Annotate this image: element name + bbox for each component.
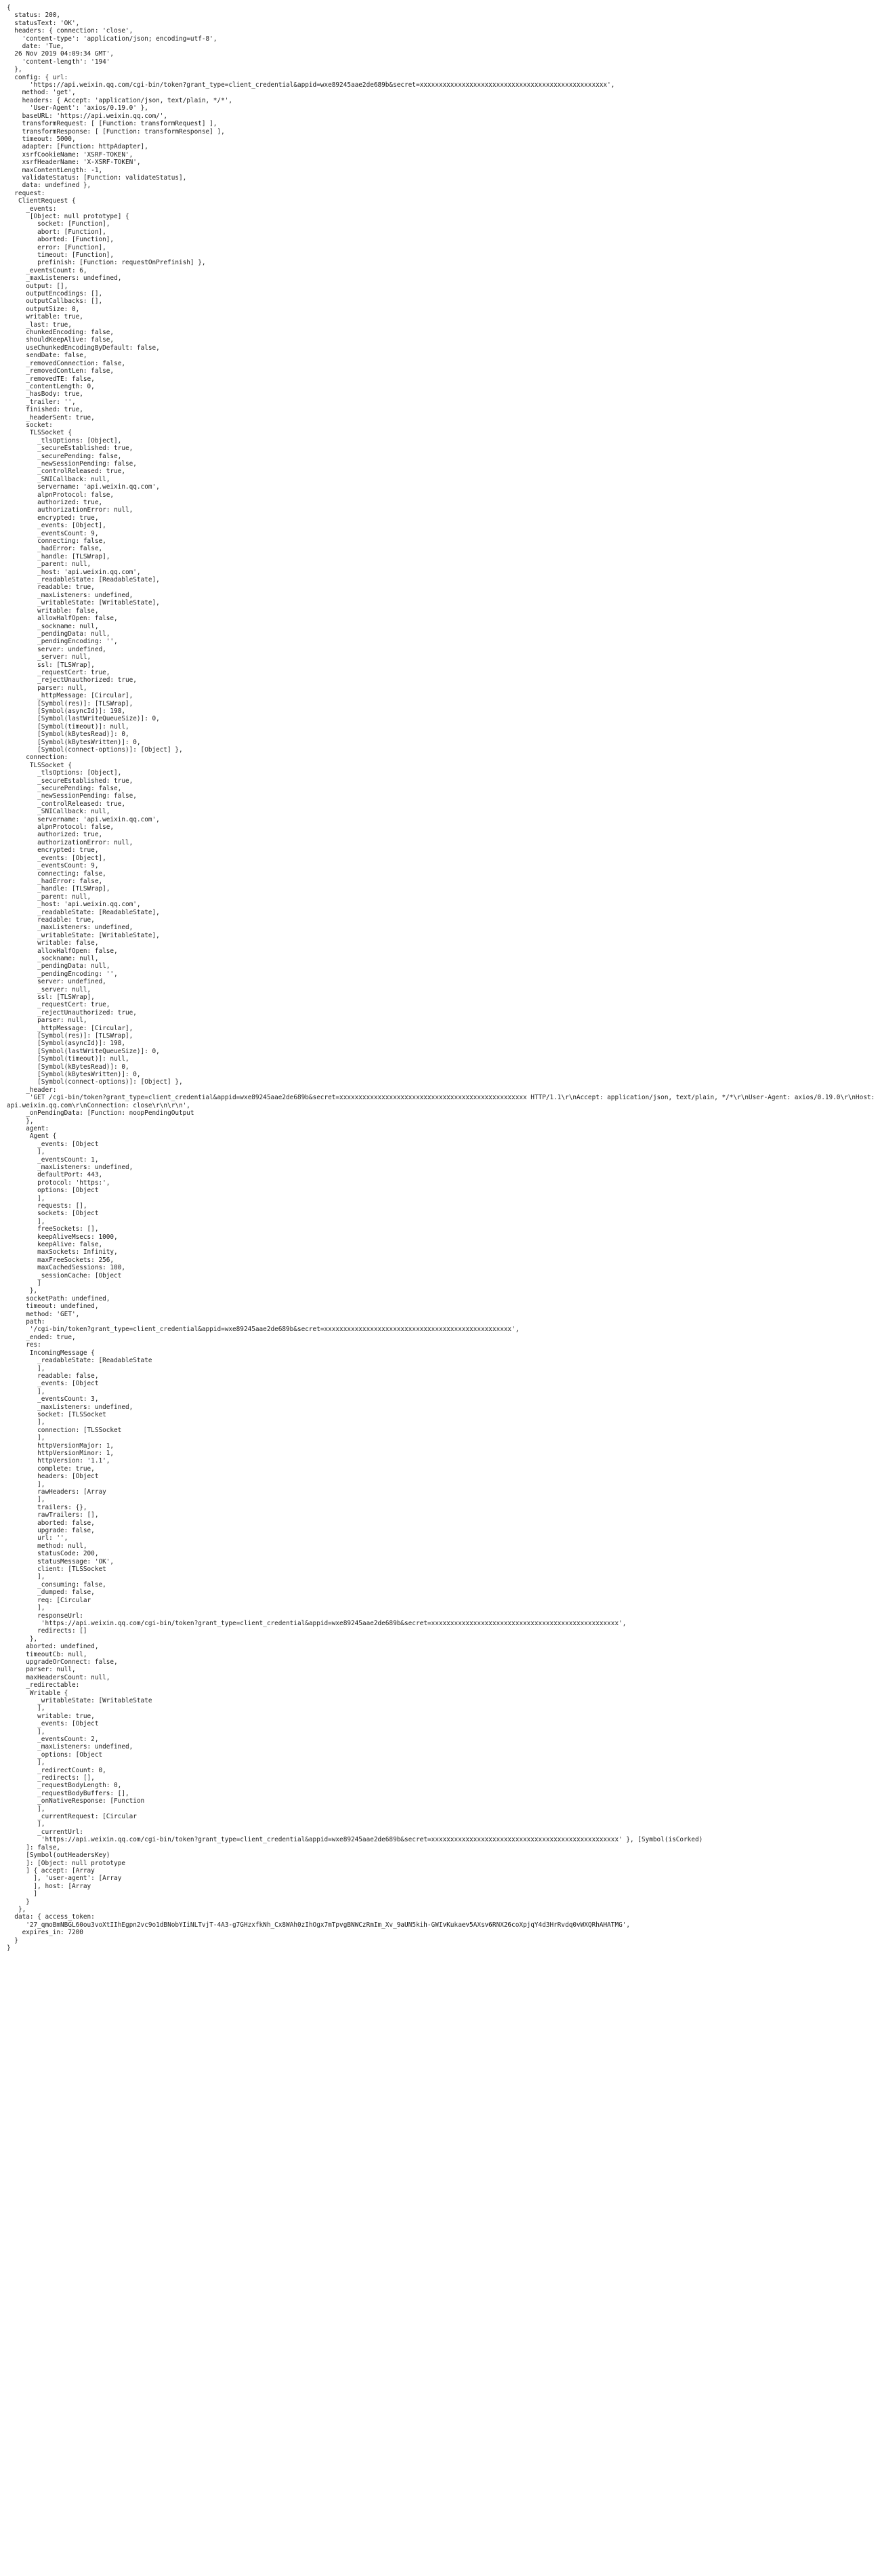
console-line: 'https://api.weixin.qq.com/cgi-bin/token?grant_type=client_credential&appid=wxe89245aae2de689b&secret=xxxxxxxxxxxxxxxxxxxxxxxxxxxxxxxxxxxxxxxxxxxxxxxxx',	[7, 81, 615, 89]
console-line: timeout: [Function],	[7, 251, 114, 259]
console-line: _requestBodyBuffers: [],	[7, 1789, 129, 1797]
console-line: _writableState: [WritableState],	[7, 931, 160, 939]
console-line: _secureEstablished: true,	[7, 445, 133, 453]
console-line: _redirects: [],	[7, 1774, 95, 1782]
console-line: },	[7, 1635, 38, 1643]
console-line: },	[7, 66, 22, 74]
console-line: _maxListeners: undefined,	[7, 1163, 133, 1171]
console-line: '/cgi-bin/token?grant_type=client_credential&appid=wxe89245aae2de689b&secret=xxxxxxxxxxxxxxxxxxxxxxxxxxxxxxxxxxxxxxxxxxxxxxxxx',	[7, 1326, 520, 1334]
console-line: _newSessionPending: false,	[7, 459, 137, 468]
console-line: _tlsOptions: [Object],	[7, 436, 122, 445]
console-line: _host: 'api.weixin.qq.com',	[7, 901, 141, 909]
console-line: '27_qmoBmNBGL60ou3voXtIIhEgpn2vc9o1dBNobYIiNLTvjT-4A3-g7GHzxfkNh_Cx8WAh0zIhOgx7mTpvgBNWCzRmIm_Xv_9aUN5kih-GWIvKukaev5AXsv6RNX26coXpjqY4d3HrRvdq0vWXQRhAHATMG',	[7, 1921, 631, 1929]
console-line: headers: { connection: 'close',	[7, 27, 133, 35]
console-line: _requestBodyLength: 0,	[7, 1782, 122, 1790]
console-line: transformResponse: [ [Function: transformResponse] ],	[7, 127, 225, 136]
console-line: statusText: 'OK',	[7, 19, 80, 27]
console-line: _events: [Object	[7, 1380, 99, 1388]
console-line: upgrade: false,	[7, 1527, 95, 1535]
console-line: _removedTE: false,	[7, 375, 95, 383]
console-line: data: { access_token:	[7, 1913, 95, 1921]
console-line: [Symbol(res)]: [TLSWrap],	[7, 699, 133, 708]
console-line: client: [TLSSocket	[7, 1566, 106, 1574]
console-line: _events: [Object],	[7, 522, 106, 530]
console-line: [Symbol(connect-options)]: [Object] },	[7, 746, 183, 754]
console-line: _readableState: [ReadableState],	[7, 908, 160, 916]
console-line: ssl: [TLSWrap],	[7, 994, 95, 1001]
console-line: [Symbol(asyncId)]: 198,	[7, 707, 125, 715]
console-line: config: { url:	[7, 73, 68, 81]
console-line: date: 'Tue,	[7, 43, 64, 51]
console-line: [Symbol(kBytesRead)]: 0,	[7, 731, 129, 739]
console-line: ]: [Object: null prototype	[7, 1859, 125, 1867]
console-line: _redirectable:	[7, 1681, 80, 1690]
console-line: allowHalfOpen: false,	[7, 615, 118, 623]
console-line: _eventsCount: 2,	[7, 1736, 99, 1743]
console-line: ]: false,	[7, 1843, 61, 1852]
console-line: _requestCert: true,	[7, 1001, 110, 1009]
console-line: readable: true,	[7, 916, 95, 924]
console-line: prefinish: [Function: requestOnPrefinish] },	[7, 259, 206, 267]
console-line: _events: [Object],	[7, 854, 106, 862]
console-line: ],	[7, 1387, 45, 1395]
console-line: 'User-Agent': 'axios/0.19.0' },	[7, 104, 148, 113]
console-line: servername: 'api.weixin.qq.com',	[7, 483, 160, 491]
console-line: keepAliveMsecs: 1000,	[7, 1233, 118, 1241]
console-line: authorized: true,	[7, 499, 103, 506]
console-line: parser: null,	[7, 1666, 76, 1674]
console-line: _eventsCount: 1,	[7, 1156, 99, 1164]
console-line: sendDate: false,	[7, 352, 87, 360]
console-line: [Symbol(asyncId)]: 198,	[7, 1040, 125, 1048]
console-line: socket: [TLSSocket	[7, 1410, 106, 1418]
console-line: protocol: 'https:',	[7, 1179, 110, 1187]
console-line: _securePending: false,	[7, 452, 122, 460]
console-line: parser: null,	[7, 1017, 87, 1025]
console-line: _hadError: false,	[7, 545, 103, 553]
console-line: finished: true,	[7, 406, 83, 414]
console-line: server: undefined,	[7, 978, 106, 986]
console-line: _writableState: [WritableState	[7, 1696, 152, 1704]
console-line: freeSockets: [],	[7, 1225, 99, 1233]
console-line: timeout: undefined,	[7, 1303, 99, 1311]
console-line: _options: [Object	[7, 1751, 103, 1759]
console-line: maxFreeSockets: 256,	[7, 1256, 114, 1264]
console-line: }	[7, 1898, 30, 1906]
console-line: _eventsCount: 9,	[7, 862, 99, 870]
console-line: res:	[7, 1341, 41, 1349]
console-line: 'https://api.weixin.qq.com/cgi-bin/token?grant_type=client_credential&appid=wxe89245aae2de689b&secret=xxxxxxxxxxxxxxxxxxxxxxxxxxxxxxxxxxxxxxxxxxxxxxxxx',	[7, 1619, 627, 1627]
console-line: _newSessionPending: false,	[7, 792, 137, 800]
console-line: _events: [Object	[7, 1140, 99, 1148]
console-line: _writableState: [WritableState],	[7, 599, 160, 607]
console-line: _eventsCount: 9,	[7, 529, 99, 537]
console-line: ],	[7, 1480, 45, 1488]
console-line: },	[7, 1287, 38, 1295]
console-line: },	[7, 1117, 34, 1125]
console-line: _maxListeners: undefined,	[7, 1743, 133, 1751]
console-line: _removedContLen: false,	[7, 367, 114, 375]
console-line: socket: [Function],	[7, 220, 110, 228]
console-line: _redirectCount: 0,	[7, 1766, 106, 1774]
console-line: }	[7, 1944, 11, 1952]
console-line: parser: null,	[7, 684, 87, 692]
console-line: _trailer: '',	[7, 398, 76, 406]
console-line: outputSize: 0,	[7, 305, 80, 313]
console-line: ClientRequest {	[7, 197, 76, 205]
console-line: 'content-length': '194'	[7, 58, 110, 66]
console-line: _controlReleased: true,	[7, 800, 125, 808]
console-line: [Symbol(connect-options)]: [Object] },	[7, 1078, 183, 1086]
console-line: _secureEstablished: true,	[7, 777, 133, 785]
console-line: [Symbol(kBytesWritten)]: 0,	[7, 1071, 141, 1079]
console-line: [Object: null prototype] {	[7, 212, 129, 220]
console-line: [Symbol(res)]: [TLSWrap],	[7, 1032, 133, 1040]
console-line: path:	[7, 1318, 45, 1326]
console-line: authorizationError: null,	[7, 506, 133, 514]
console-line: status: 200,	[7, 12, 61, 20]
console-line: ],	[7, 1759, 45, 1767]
console-line: allowHalfOpen: false,	[7, 947, 118, 955]
console-line: 'content-type': 'application/json; encoding=utf-8',	[7, 35, 217, 43]
console-line: rawTrailers: [],	[7, 1511, 99, 1519]
console-line: [Symbol(kBytesWritten)]: 0,	[7, 738, 141, 746]
console-line: [Symbol(outHeadersKey)	[7, 1852, 110, 1860]
console-line: _pendingEncoding: '',	[7, 970, 118, 978]
console-line: _rejectUnauthorized: true,	[7, 1008, 137, 1017]
console-line: outputEncodings: [],	[7, 290, 103, 298]
console-line: error: [Function],	[7, 243, 106, 251]
console-line: abort: [Function],	[7, 228, 106, 236]
console-line: encrypted: true,	[7, 846, 99, 855]
console-line: statusMessage: 'OK',	[7, 1557, 114, 1566]
console-line: readable: false,	[7, 1372, 99, 1380]
console-line: aborted: false,	[7, 1519, 95, 1527]
console-line: IncomingMessage {	[7, 1349, 95, 1357]
console-line: TLSSocket {	[7, 429, 72, 437]
console-line: ] { accept: [Array	[7, 1866, 95, 1875]
console-line: ]	[7, 1890, 38, 1898]
console-line: ]	[7, 1280, 41, 1288]
console-line: socket:	[7, 421, 53, 429]
console-line: xsrfHeaderName: 'X-XSRF-TOKEN',	[7, 159, 141, 167]
console-line: baseURL: 'https://api.weixin.qq.com/',	[7, 112, 168, 120]
console-line: _eventsCount: 3,	[7, 1395, 99, 1404]
console-line: defaultPort: 443,	[7, 1171, 103, 1179]
console-line: connection:	[7, 754, 68, 762]
console-line: validateStatus: [Function: validateStatus],	[7, 173, 187, 182]
console-line: method: null,	[7, 1542, 87, 1550]
console-line: xsrfCookieName: 'XSRF-TOKEN',	[7, 150, 133, 159]
console-line: _controlReleased: true,	[7, 468, 125, 476]
console-line: ],	[7, 1727, 45, 1736]
console-line: agent:	[7, 1124, 49, 1132]
console-line: output: [],	[7, 282, 68, 290]
console-line: _last: true,	[7, 321, 72, 329]
console-line: _httpMessage: [Circular],	[7, 1024, 133, 1032]
console-line: authorizationError: null,	[7, 838, 133, 846]
console-line: _httpMessage: [Circular],	[7, 692, 133, 700]
console-line: [Symbol(timeout)]: null,	[7, 722, 129, 731]
console-line: url: '',	[7, 1534, 68, 1542]
console-line: readable: true,	[7, 584, 95, 592]
console-line: _maxListeners: undefined,	[7, 591, 133, 599]
console-line: [Symbol(timeout)]: null,	[7, 1055, 129, 1063]
console-line: method: 'GET',	[7, 1310, 80, 1318]
console-line: _sockname: null,	[7, 954, 99, 962]
console-line: connecting: false,	[7, 537, 106, 546]
console-line: alpnProtocol: false,	[7, 491, 114, 499]
console-line: maxContentLength: -1,	[7, 166, 103, 174]
console-line: _headerSent: true,	[7, 413, 95, 422]
console-line: maxCachedSessions: 100,	[7, 1264, 125, 1272]
console-line: _pendingData: null,	[7, 962, 110, 970]
console-line: transformRequest: [ [Function: transformRequest] ],	[7, 120, 217, 128]
console-line: timeout: 5000,	[7, 135, 76, 143]
console-line: adapter: [Function: httpAdapter],	[7, 143, 148, 151]
console-line: headers: [Object	[7, 1473, 99, 1481]
console-line: alpnProtocol: false,	[7, 823, 114, 832]
console-line: _currentRequest: [Circular	[7, 1813, 137, 1821]
console-line: expires_in: 7200	[7, 1929, 83, 1937]
console-line: [Symbol(lastWriteQueueSize)]: 0,	[7, 1047, 160, 1055]
console-line: 26 Nov 2019 04:09:34 GMT',	[7, 50, 114, 58]
console-line: _currentUrl:	[7, 1828, 83, 1836]
console-line: timeoutCb: null,	[7, 1650, 87, 1658]
console-line: _onPendingData: [Function: noopPendingOutput	[7, 1109, 194, 1118]
console-line: {	[7, 4, 11, 12]
console-line: _readableState: [ReadableState	[7, 1357, 152, 1365]
console-line: options: [Object	[7, 1187, 99, 1195]
console-line: headers: { Accept: 'application/json, text/plain, */*',	[7, 96, 233, 104]
console-line: writable: true,	[7, 313, 83, 321]
console-line: ],	[7, 1604, 45, 1612]
console-line: upgradeOrConnect: false,	[7, 1658, 118, 1666]
console-line: _server: null,	[7, 985, 91, 994]
console-line: httpVersionMajor: 1,	[7, 1442, 114, 1450]
console-line: data: undefined },	[7, 182, 91, 190]
console-line: authorized: true,	[7, 831, 103, 839]
console-line: httpVersionMinor: 1,	[7, 1449, 114, 1457]
console-line: Agent {	[7, 1132, 57, 1141]
console-line: _handle: [TLSWrap],	[7, 552, 110, 560]
console-line: _maxListeners: undefined,	[7, 924, 133, 932]
console-line: connection: [TLSSocket	[7, 1426, 122, 1434]
console-line: maxSockets: Infinity,	[7, 1248, 118, 1256]
console-line: writable: false,	[7, 939, 99, 947]
console-line: _handle: [TLSWrap],	[7, 885, 110, 893]
console-line: _requestCert: true,	[7, 668, 110, 676]
console-line: _events:	[7, 205, 57, 213]
console-line: server: undefined,	[7, 645, 106, 653]
console-line: [Symbol(kBytesRead)]: 0,	[7, 1063, 129, 1071]
console-line: httpVersion: '1.1',	[7, 1457, 110, 1465]
console-line: _readableState: [ReadableState],	[7, 576, 160, 584]
console-line: _ended: true,	[7, 1333, 76, 1341]
console-line: redirects: []	[7, 1627, 87, 1635]
console-line: req: [Circular	[7, 1596, 91, 1604]
console-line: _header:	[7, 1086, 57, 1094]
console-line: _host: 'api.weixin.qq.com',	[7, 568, 141, 576]
console-line: _securePending: false,	[7, 785, 122, 793]
console-line: _onNativeResponse: [Function	[7, 1797, 145, 1805]
console-line: responseUrl:	[7, 1612, 83, 1620]
console-line: outputCallbacks: [],	[7, 298, 103, 306]
console-line: requests: [],	[7, 1202, 87, 1210]
console-line: _removedConnection: false,	[7, 359, 125, 367]
console-line: ],	[7, 1364, 45, 1372]
console-line: 'https://api.weixin.qq.com/cgi-bin/token?grant_type=client_credential&appid=wxe89245aae2de689b&secret=xxxxxxxxxxxxxxxxxxxxxxxxxxxxxxxxxxxxxxxxxxxxxxxxx' }, [Symbol(isCorked)	[7, 1836, 703, 1844]
console-line: ],	[7, 1704, 45, 1713]
console-line: _tlsOptions: [Object],	[7, 769, 122, 777]
console-line: keepAlive: false,	[7, 1241, 103, 1248]
console-line: aborted: [Function],	[7, 236, 114, 244]
console-line: complete: true,	[7, 1465, 95, 1473]
console-line: },	[7, 1905, 26, 1913]
console-line: ],	[7, 1573, 45, 1581]
console-line: writable: false,	[7, 607, 99, 615]
console-line: ],	[7, 1496, 45, 1504]
console-line: request:	[7, 189, 45, 197]
console-line: ],	[7, 1820, 45, 1828]
console-line: _parent: null,	[7, 560, 91, 569]
console-line: method: 'get',	[7, 89, 76, 97]
console-line: ],	[7, 1217, 45, 1225]
console-line: Writable {	[7, 1689, 68, 1697]
console-line: useChunkedEncodingByDefault: false,	[7, 344, 160, 352]
console-line: _hasBody: true,	[7, 390, 83, 398]
console-line: ssl: [TLSWrap],	[7, 661, 95, 669]
console-line: maxHeadersCount: null,	[7, 1673, 110, 1681]
console-line: socketPath: undefined,	[7, 1294, 110, 1303]
console-line: trailers: {},	[7, 1503, 87, 1511]
console-line: _maxListeners: undefined,	[7, 274, 122, 283]
console-line: _server: null,	[7, 653, 91, 661]
console-line: writable: true,	[7, 1712, 95, 1720]
console-line: [Symbol(lastWriteQueueSize)]: 0,	[7, 715, 160, 723]
console-line: _maxListeners: undefined,	[7, 1403, 133, 1411]
console-line: 'GET /cgi-bin/token?grant_type=client_credential&appid=wxe89245aae2de689b&secret=xxxxxxxxxxxxxxxxxxxxxxxxxxxxxxxxxxxxxxxxxxxxxxxxx HTTP/1.1\r\nAccept: application/json, text/plain, */*\r\nUser-Agent: axios/0.19.0\r\nHost: api.weixin.qq.com\r\nConnection: close\r\n\r\n',	[7, 1094, 879, 1109]
console-line: TLSSocket {	[7, 761, 72, 769]
console-line: _sockname: null,	[7, 622, 99, 630]
console-line: ],	[7, 1148, 45, 1156]
console-line: _events: [Object	[7, 1720, 99, 1728]
console-line: ], host: [Array	[7, 1882, 91, 1890]
console-line: ],	[7, 1418, 45, 1427]
console-line: ],	[7, 1434, 45, 1442]
console-line: _sessionCache: [Object	[7, 1271, 122, 1280]
console-line: rawHeaders: [Array	[7, 1488, 106, 1496]
console-line: ], 'user-agent': [Array	[7, 1875, 122, 1883]
console-line: _SNICallback: null,	[7, 808, 110, 816]
console-line: _pendingData: null,	[7, 630, 110, 638]
console-line: _rejectUnauthorized: true,	[7, 676, 137, 684]
console-line: ],	[7, 1805, 45, 1813]
console-line: chunkedEncoding: false,	[7, 329, 114, 337]
console-line: _SNICallback: null,	[7, 475, 110, 483]
console-line: _contentLength: 0,	[7, 382, 95, 390]
console-line: _hadError: false,	[7, 877, 103, 885]
console-line: _consuming: false,	[7, 1580, 106, 1589]
console-line: servername: 'api.weixin.qq.com',	[7, 815, 160, 823]
console-line: connecting: false,	[7, 870, 106, 878]
console-line: shouldKeepAlive: false,	[7, 336, 114, 344]
console-line: _pendingEncoding: '',	[7, 638, 118, 646]
console-line: aborted: undefined,	[7, 1643, 99, 1651]
console-line: _eventsCount: 6,	[7, 266, 87, 274]
console-line: _parent: null,	[7, 893, 91, 901]
console-line: encrypted: true,	[7, 514, 99, 522]
console-line: sockets: [Object	[7, 1210, 99, 1218]
console-line: }	[7, 1936, 18, 1944]
console-line: statusCode: 200,	[7, 1550, 99, 1558]
console-line: ],	[7, 1194, 45, 1202]
console-line: _dumped: false,	[7, 1589, 95, 1597]
